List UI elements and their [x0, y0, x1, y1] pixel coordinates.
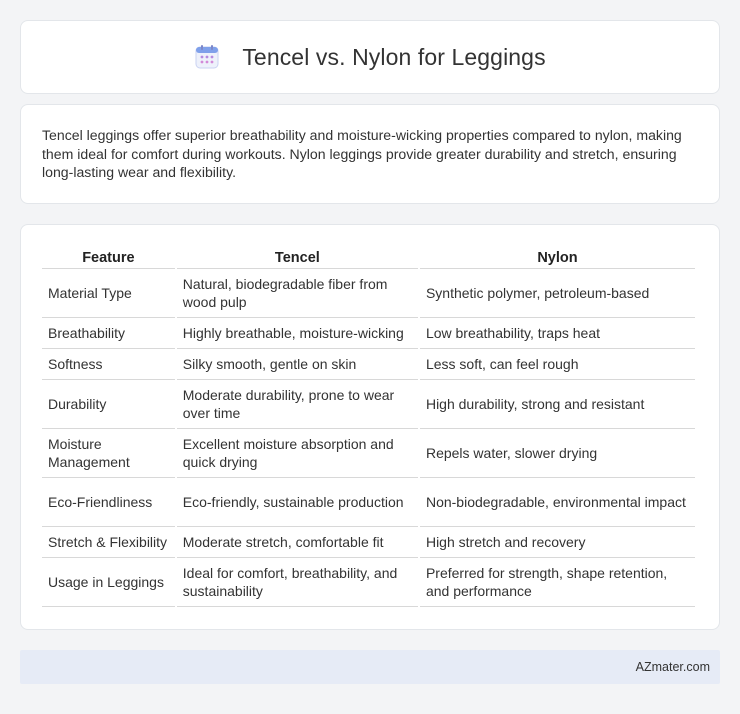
tencel-cell: Silky smooth, gentle on skin — [177, 349, 418, 380]
table-row — [42, 269, 695, 318]
feature-cell: Material Type — [42, 269, 175, 318]
nylon-cell: High durability, strong and resistant — [420, 380, 695, 429]
nylon-cell: Synthetic polymer, petroleum-based — [420, 269, 695, 318]
tencel-cell: Eco-friendly, sustainable production — [177, 478, 418, 527]
comparison-card — [20, 224, 720, 630]
feature-cell: Usage in Leggings — [42, 558, 175, 607]
comparison-table — [40, 246, 697, 607]
table-row — [42, 318, 695, 349]
nylon-cell: High stretch and recovery — [420, 527, 695, 558]
nylon-cell: Less soft, can feel rough — [420, 349, 695, 380]
tencel-cell: Moderate durability, prone to wear over time — [177, 380, 418, 429]
nylon-cell: Low breathability, traps heat — [420, 318, 695, 349]
table-row — [42, 349, 695, 380]
tencel-cell: Natural, biodegradable fiber from wood pulp — [177, 269, 418, 318]
table-row — [42, 380, 695, 429]
page-title: Tencel vs. Nylon for Leggings — [242, 43, 546, 70]
tencel-cell: Ideal for comfort, breathability, and sustainability — [177, 558, 418, 607]
table-row — [42, 478, 695, 527]
header-card — [20, 20, 720, 94]
header — [194, 44, 545, 71]
table-header-row — [42, 246, 695, 269]
table-row — [42, 527, 695, 558]
table-row — [42, 558, 695, 607]
feature-cell: Breathability — [42, 318, 175, 349]
footer-site-link[interactable]: AZmater.com — [635, 660, 710, 674]
column-header-tencel: Tencel — [177, 246, 418, 269]
nylon-cell: Non-biodegradable, environmental impact — [420, 478, 695, 527]
feature-cell: Moisture Management — [42, 429, 175, 478]
intro-card — [20, 104, 720, 204]
feature-cell: Eco-Friendliness — [42, 478, 175, 527]
column-header-nylon: Nylon — [420, 246, 695, 269]
feature-cell: Softness — [42, 349, 175, 380]
table-row — [42, 429, 695, 478]
tencel-cell: Moderate stretch, comfortable fit — [177, 527, 418, 558]
feature-cell: Durability — [42, 380, 175, 429]
nylon-cell: Repels water, slower drying — [420, 429, 695, 478]
column-header-feature: Feature — [42, 246, 175, 269]
calendar-icon — [194, 44, 220, 70]
tencel-cell: Highly breathable, moisture-wicking — [177, 318, 418, 349]
feature-cell: Stretch & Flexibility — [42, 527, 175, 558]
footer — [20, 650, 720, 684]
tencel-cell: Excellent moisture absorption and quick drying — [177, 429, 418, 478]
nylon-cell: Preferred for strength, shape retention, and performance — [420, 558, 695, 607]
intro-text: Tencel leggings offer superior breathability and moisture-wicking properties compared to nylon, making them ideal for comfort during workouts. Nylon leggings provide greater durability and stretch, ensuring long-lasting wear and flexibility. — [42, 127, 682, 180]
